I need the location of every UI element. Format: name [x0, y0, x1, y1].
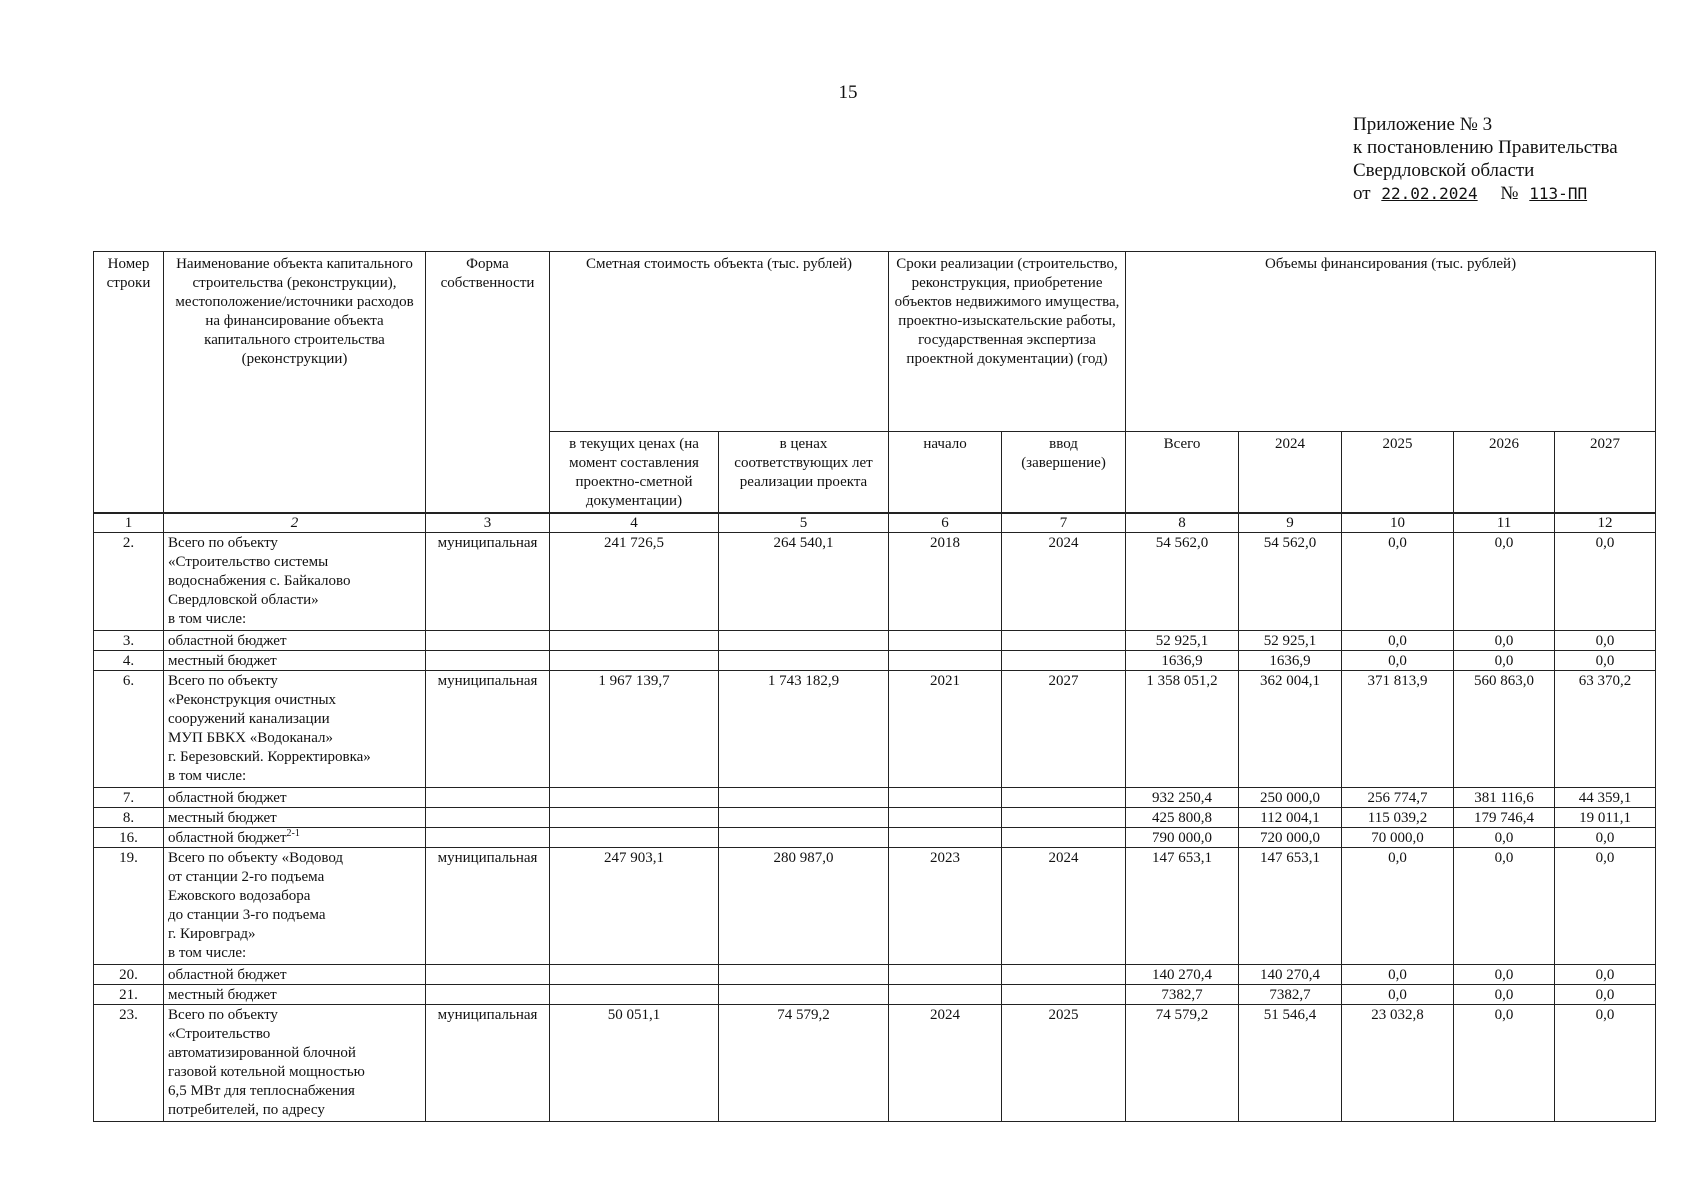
object-name-text: «Реконструкция очистных [168, 692, 337, 708]
financing-2026-cell: 0,0 [1454, 651, 1555, 671]
column-number-row [94, 513, 1656, 533]
header-terms: Сроки реализации (строительство, реконструкция, приобретение объектов недвижимого имущества, проектно-изыскательские работы, государственная экспертиза проектной документации) (год) [889, 252, 1126, 432]
financing-2026-cell: 179 746,4 [1454, 808, 1555, 828]
financing-2025-cell: 0,0 [1342, 848, 1454, 965]
ownership-cell: муниципальная [426, 848, 550, 965]
financing-2027-cell: 44 359,1 [1555, 788, 1656, 808]
object-name-cell [164, 985, 426, 1005]
financing-2024-cell: 51 546,4 [1239, 1005, 1342, 1122]
financing-2024-cell: 147 653,1 [1239, 848, 1342, 965]
object-name-text: водоснабжения с. Байкалово [168, 573, 351, 589]
header-current-prices: в текущих ценах (на момент составления проектно-сметной документации) [550, 432, 719, 514]
object-name-line [168, 1082, 421, 1101]
object-name-text: Всего по объекту [168, 1007, 278, 1023]
financing-2026-cell: 0,0 [1454, 631, 1555, 651]
object-name-cell [164, 671, 426, 788]
cost-current-prices-cell: 247 903,1 [550, 848, 719, 965]
ownership-cell [426, 828, 550, 848]
financing-2027-cell: 0,0 [1555, 965, 1656, 985]
object-name-line [168, 632, 421, 650]
object-name-text: автоматизированной блочной [168, 1045, 356, 1061]
financing-total-cell: 932 250,4 [1126, 788, 1239, 808]
financing-2026-cell: 0,0 [1454, 965, 1555, 985]
cost-implementation-prices-cell: 74 579,2 [719, 1005, 889, 1122]
header-start: начало [889, 432, 1002, 514]
table-row [94, 828, 1656, 848]
financing-total-cell: 74 579,2 [1126, 1005, 1239, 1122]
object-name-line [168, 849, 421, 868]
object-name-line [168, 572, 421, 591]
cost-current-prices-cell: 50 051,1 [550, 1005, 719, 1122]
object-name-cell [164, 808, 426, 828]
ownership-cell [426, 651, 550, 671]
financing-2024-cell: 250 000,0 [1239, 788, 1342, 808]
object-name-cell [164, 651, 426, 671]
commissioning-year-cell [1002, 828, 1126, 848]
financing-total-cell: 790 000,0 [1126, 828, 1239, 848]
footnote-marker: 2-1 [286, 828, 300, 839]
cost-implementation-prices-cell [719, 808, 889, 828]
financing-total-cell: 7382,7 [1126, 985, 1239, 1005]
object-name-text: Свердловской области» [168, 592, 319, 608]
object-name-line [168, 789, 421, 807]
cost-implementation-prices-cell [719, 965, 889, 985]
financing-2027-cell: 0,0 [1555, 828, 1656, 848]
resolution-date: 22.02.2024 [1381, 184, 1478, 203]
cost-implementation-prices-cell: 1 743 182,9 [719, 671, 889, 788]
financing-2026-cell: 0,0 [1454, 848, 1555, 965]
commissioning-year-cell [1002, 631, 1126, 651]
column-number: 3 [426, 513, 550, 533]
financing-2026-cell: 560 863,0 [1454, 671, 1555, 788]
ownership-cell [426, 788, 550, 808]
date-prefix: от [1353, 183, 1371, 204]
header-financing: Объемы финансирования (тыс. рублей) [1126, 252, 1656, 432]
financing-2024-cell: 720 000,0 [1239, 828, 1342, 848]
column-number: 7 [1002, 513, 1126, 533]
object-name-text: местный бюджет [168, 810, 277, 826]
commissioning-year-cell [1002, 808, 1126, 828]
start-year-cell: 2024 [889, 1005, 1002, 1122]
object-name-line [168, 829, 421, 847]
start-year-cell [889, 985, 1002, 1005]
column-number: 4 [550, 513, 719, 533]
object-name-text: «Строительство [168, 1026, 271, 1042]
cost-current-prices-cell [550, 808, 719, 828]
object-name-text: Всего по объекту [168, 535, 278, 551]
object-name-cell [164, 788, 426, 808]
cost-implementation-prices-cell [719, 651, 889, 671]
row-number-cell: 16. [94, 828, 164, 848]
financing-table [93, 251, 1656, 1122]
object-name-text: в том числе: [168, 945, 247, 961]
cost-implementation-prices-cell: 264 540,1 [719, 533, 889, 631]
column-number: 6 [889, 513, 1002, 533]
object-name-text: Всего по объекту «Водовод [168, 850, 344, 866]
financing-2025-cell: 0,0 [1342, 965, 1454, 985]
object-name-line [168, 710, 421, 729]
ownership-cell [426, 631, 550, 651]
commissioning-year-cell [1002, 651, 1126, 671]
financing-2024-cell: 54 562,0 [1239, 533, 1342, 631]
object-name-text: в том числе: [168, 611, 247, 627]
row-number-cell: 21. [94, 985, 164, 1005]
object-name-line [168, 906, 421, 925]
ownership-cell [426, 965, 550, 985]
object-name-line [168, 652, 421, 670]
row-number-cell: 4. [94, 651, 164, 671]
cost-current-prices-cell: 241 726,5 [550, 533, 719, 631]
object-name-line [168, 748, 421, 767]
object-name-text: в том числе: [168, 768, 247, 784]
object-name-line [168, 534, 421, 553]
financing-2027-cell: 0,0 [1555, 1005, 1656, 1122]
resolution-number: 113-ПП [1529, 184, 1588, 203]
table-row [94, 671, 1656, 788]
appendix-header [1353, 113, 1618, 205]
financing-2024-cell: 112 004,1 [1239, 808, 1342, 828]
financing-total-cell: 1 358 051,2 [1126, 671, 1239, 788]
column-number: 1 [94, 513, 164, 533]
financing-2025-cell: 371 813,9 [1342, 671, 1454, 788]
financing-2024-cell: 7382,7 [1239, 985, 1342, 1005]
object-name-line [168, 925, 421, 944]
object-name-line [168, 591, 421, 610]
financing-total-cell: 52 925,1 [1126, 631, 1239, 651]
cost-current-prices-cell [550, 651, 719, 671]
object-name-text: «Строительство системы [168, 554, 329, 570]
object-name-cell [164, 828, 426, 848]
column-number: 8 [1126, 513, 1239, 533]
cost-current-prices-cell [550, 965, 719, 985]
column-number: 2 [164, 513, 426, 533]
column-number: 5 [719, 513, 889, 533]
ownership-cell [426, 808, 550, 828]
cost-current-prices-cell [550, 631, 719, 651]
financing-2026-cell: 0,0 [1454, 533, 1555, 631]
financing-2024-cell: 52 925,1 [1239, 631, 1342, 651]
row-number-cell: 3. [94, 631, 164, 651]
start-year-cell [889, 965, 1002, 985]
object-name-text: сооружений канализации [168, 711, 330, 727]
object-name-line [168, 1044, 421, 1063]
appendix-region: Свердловской области [1353, 160, 1535, 181]
commissioning-year-cell [1002, 965, 1126, 985]
object-name-text: областной бюджет [168, 830, 287, 846]
object-name-text: г. Кировград» [168, 926, 256, 942]
header-year-2025: 2025 [1342, 432, 1454, 514]
object-name-line [168, 553, 421, 572]
object-name-line [168, 944, 421, 963]
ownership-cell: муниципальная [426, 533, 550, 631]
financing-2027-cell: 0,0 [1555, 848, 1656, 965]
object-name-cell [164, 1005, 426, 1122]
financing-2027-cell: 0,0 [1555, 651, 1656, 671]
start-year-cell [889, 631, 1002, 651]
commissioning-year-cell: 2025 [1002, 1005, 1126, 1122]
column-number: 10 [1342, 513, 1454, 533]
object-name-line [168, 1063, 421, 1082]
table-row [94, 651, 1656, 671]
financing-2025-cell: 0,0 [1342, 533, 1454, 631]
appendix-date-line [1353, 182, 1618, 205]
row-number-cell: 8. [94, 808, 164, 828]
object-name-cell [164, 533, 426, 631]
table-row [94, 985, 1656, 1005]
financing-2026-cell: 0,0 [1454, 828, 1555, 848]
commissioning-year-cell: 2024 [1002, 848, 1126, 965]
ownership-cell: муниципальная [426, 671, 550, 788]
table-row [94, 808, 1656, 828]
object-name-text: 6,5 МВт для теплоснабжения [168, 1083, 355, 1099]
object-name-text: г. Березовский. Корректировка» [168, 749, 371, 765]
financing-total-cell: 425 800,8 [1126, 808, 1239, 828]
cost-current-prices-cell [550, 985, 719, 1005]
column-number: 11 [1454, 513, 1555, 533]
appendix-title: Приложение № 3 [1353, 114, 1493, 135]
header-year-2024: 2024 [1239, 432, 1342, 514]
object-name-line [168, 966, 421, 984]
commissioning-year-cell [1002, 788, 1126, 808]
table-row [94, 631, 1656, 651]
start-year-cell: 2021 [889, 671, 1002, 788]
column-number: 12 [1555, 513, 1656, 533]
financing-2024-cell: 140 270,4 [1239, 965, 1342, 985]
financing-2025-cell: 256 774,7 [1342, 788, 1454, 808]
object-name-line [168, 691, 421, 710]
page-number: 15 [838, 82, 858, 103]
financing-2027-cell: 0,0 [1555, 631, 1656, 651]
commissioning-year-cell [1002, 985, 1126, 1005]
table-row [94, 1005, 1656, 1122]
financing-2025-cell: 0,0 [1342, 985, 1454, 1005]
object-name-text: местный бюджет [168, 987, 277, 1003]
financing-2024-cell: 362 004,1 [1239, 671, 1342, 788]
header-year-2027: 2027 [1555, 432, 1656, 514]
header-total: Всего [1126, 432, 1239, 514]
cost-current-prices-cell [550, 788, 719, 808]
cost-implementation-prices-cell [719, 788, 889, 808]
start-year-cell [889, 828, 1002, 848]
header-row-number: Номер строки [94, 252, 164, 514]
object-name-line [168, 1025, 421, 1044]
object-name-cell [164, 848, 426, 965]
commissioning-year-cell: 2024 [1002, 533, 1126, 631]
object-name-line [168, 672, 421, 691]
row-number-cell: 23. [94, 1005, 164, 1122]
object-name-line [168, 1006, 421, 1025]
row-number-cell: 2. [94, 533, 164, 631]
financing-2024-cell: 1636,9 [1239, 651, 1342, 671]
financing-total-cell: 140 270,4 [1126, 965, 1239, 985]
table-row [94, 965, 1656, 985]
object-name-text: областной бюджет [168, 790, 287, 806]
object-name-text: областной бюджет [168, 633, 287, 649]
header-ownership: Форма собственности [426, 252, 550, 514]
financing-2026-cell: 381 116,6 [1454, 788, 1555, 808]
financing-2027-cell: 0,0 [1555, 985, 1656, 1005]
cost-current-prices-cell: 1 967 139,7 [550, 671, 719, 788]
object-name-text: Ежовского водозабора [168, 888, 311, 904]
commissioning-year-cell: 2027 [1002, 671, 1126, 788]
cost-current-prices-cell [550, 828, 719, 848]
financing-total-cell: 147 653,1 [1126, 848, 1239, 965]
object-name-line [168, 1101, 421, 1120]
object-name-text: местный бюджет [168, 653, 277, 669]
start-year-cell [889, 808, 1002, 828]
object-name-text: потребителей, по адресу [168, 1102, 325, 1118]
table-row [94, 533, 1656, 631]
ownership-cell: муниципальная [426, 1005, 550, 1122]
financing-2026-cell: 0,0 [1454, 985, 1555, 1005]
financing-2027-cell: 19 011,1 [1555, 808, 1656, 828]
cost-implementation-prices-cell [719, 631, 889, 651]
object-name-text: до станции 3-го подъема [168, 907, 326, 923]
object-name-line [168, 809, 421, 827]
row-number-cell: 19. [94, 848, 164, 965]
cost-implementation-prices-cell [719, 828, 889, 848]
object-name-line [168, 986, 421, 1004]
cost-implementation-prices-cell [719, 985, 889, 1005]
object-name-line [168, 868, 421, 887]
header-year-2026: 2026 [1454, 432, 1555, 514]
financing-2025-cell: 70 000,0 [1342, 828, 1454, 848]
financing-2025-cell: 0,0 [1342, 631, 1454, 651]
object-name-text: МУП БВКХ «Водоканал» [168, 730, 333, 746]
start-year-cell: 2018 [889, 533, 1002, 631]
number-prefix: № [1500, 183, 1519, 204]
cost-implementation-prices-cell: 280 987,0 [719, 848, 889, 965]
financing-2025-cell: 23 032,8 [1342, 1005, 1454, 1122]
row-number-cell: 7. [94, 788, 164, 808]
ownership-cell [426, 985, 550, 1005]
object-name-text: областной бюджет [168, 967, 287, 983]
start-year-cell [889, 651, 1002, 671]
financing-2027-cell: 63 370,2 [1555, 671, 1656, 788]
financing-total-cell: 54 562,0 [1126, 533, 1239, 631]
object-name-line [168, 729, 421, 748]
column-number: 9 [1239, 513, 1342, 533]
row-number-cell: 20. [94, 965, 164, 985]
row-number-cell: 6. [94, 671, 164, 788]
financing-2026-cell: 0,0 [1454, 1005, 1555, 1122]
financing-2025-cell: 0,0 [1342, 651, 1454, 671]
object-name-cell [164, 631, 426, 651]
table-row [94, 848, 1656, 965]
start-year-cell: 2023 [889, 848, 1002, 965]
object-name-text: от станции 2-го подъема [168, 869, 325, 885]
object-name-line [168, 610, 421, 629]
object-name-line [168, 767, 421, 786]
appendix-resolution: к постановлению Правительства [1353, 137, 1618, 158]
start-year-cell [889, 788, 1002, 808]
object-name-cell [164, 965, 426, 985]
header-estimated-cost: Сметная стоимость объекта (тыс. рублей) [550, 252, 889, 432]
financing-2025-cell: 115 039,2 [1342, 808, 1454, 828]
financing-total-cell: 1636,9 [1126, 651, 1239, 671]
object-name-line [168, 887, 421, 906]
table-row [94, 788, 1656, 808]
header-implementation-prices: в ценах соответствующих лет реализации проекта [719, 432, 889, 514]
financing-2027-cell: 0,0 [1555, 533, 1656, 631]
object-name-text: газовой котельной мощностью [168, 1064, 365, 1080]
object-name-text: Всего по объекту [168, 673, 278, 689]
header-object-name: Наименование объекта капитального строительства (реконструкции), местоположение/источники расходов на финансирование объекта капитального строительства (реконструкции) [164, 252, 426, 514]
header-commissioning: ввод (завершение) [1002, 432, 1126, 514]
